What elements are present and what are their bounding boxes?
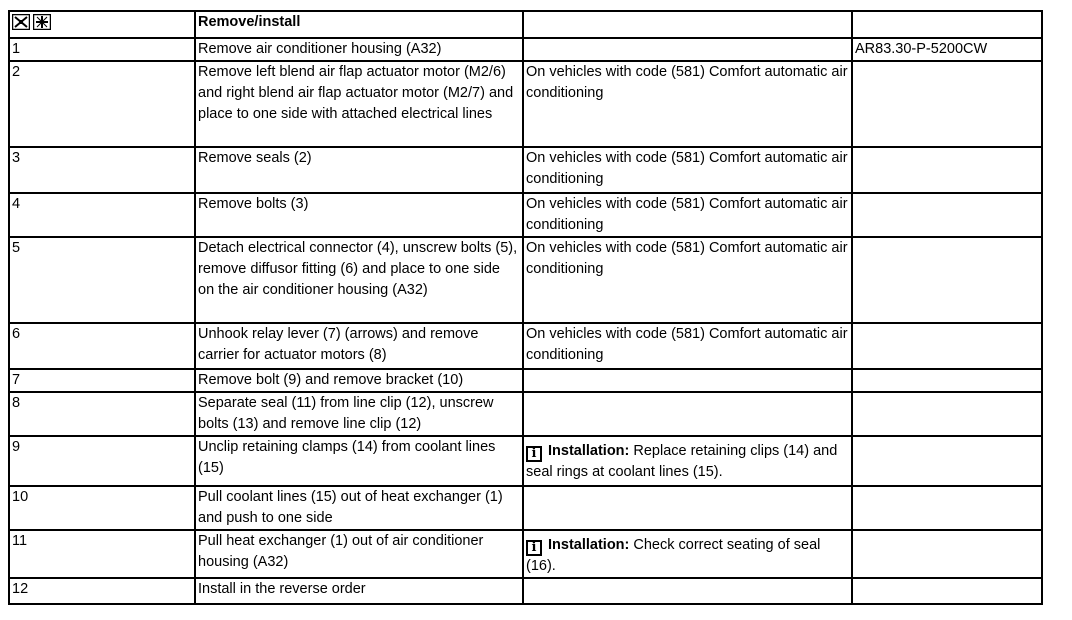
info-text: Replace retaining clips (14) and seal rings at coolant lines (15). bbox=[526, 443, 838, 480]
table-row bbox=[9, 578, 1042, 604]
document-reference-link[interactable]: AR83.30-P-5200CW bbox=[852, 38, 1042, 61]
document-reference-link bbox=[852, 436, 1042, 486]
header-note-cell bbox=[523, 11, 852, 38]
step-number: 10 bbox=[9, 486, 195, 530]
document-reference-link bbox=[852, 392, 1042, 436]
table-header-row bbox=[9, 11, 1042, 38]
installation-info-note bbox=[523, 436, 852, 486]
step-instruction: Install in the reverse order bbox=[195, 578, 523, 604]
step-condition-note bbox=[523, 578, 852, 604]
procedure-table bbox=[8, 10, 1043, 605]
table-row bbox=[9, 38, 1042, 61]
step-number: 8 bbox=[9, 392, 195, 436]
header-ref-cell bbox=[852, 11, 1042, 38]
step-condition-note bbox=[523, 38, 852, 61]
info-label: Installation: bbox=[548, 537, 630, 553]
step-instruction: Unclip retaining clamps (14) from coolant lines (15) bbox=[195, 436, 523, 486]
installation-info-note bbox=[523, 530, 852, 578]
table-row bbox=[9, 530, 1042, 578]
step-instruction: Remove bolt (9) and remove bracket (10) bbox=[195, 369, 523, 392]
table-row bbox=[9, 237, 1042, 323]
table-row bbox=[9, 323, 1042, 369]
step-number: 3 bbox=[9, 147, 195, 193]
header-icons-cell bbox=[9, 11, 195, 38]
step-condition-note: On vehicles with code (581) Comfort automatic air conditioning bbox=[523, 323, 852, 369]
info-label: Installation: bbox=[548, 443, 630, 459]
step-condition-note: On vehicles with code (581) Comfort automatic air conditioning bbox=[523, 61, 852, 147]
table-row bbox=[9, 436, 1042, 486]
table-row bbox=[9, 392, 1042, 436]
step-instruction: Remove left blend air flap actuator motor (M2/6) and right blend air flap actuator motor (M2/7) and place to one side with attached electrical lines bbox=[195, 61, 523, 147]
info-icon: i bbox=[526, 446, 542, 462]
step-number: 7 bbox=[9, 369, 195, 392]
step-instruction: Remove seals (2) bbox=[195, 147, 523, 193]
document-reference-link bbox=[852, 61, 1042, 147]
table-row bbox=[9, 61, 1042, 147]
info-icon: i bbox=[526, 540, 542, 556]
step-number: 12 bbox=[9, 578, 195, 604]
table-row bbox=[9, 147, 1042, 193]
document-reference-link bbox=[852, 578, 1042, 604]
step-condition-note bbox=[523, 369, 852, 392]
step-number: 11 bbox=[9, 530, 195, 578]
step-instruction: Remove bolts (3) bbox=[195, 193, 523, 237]
document-reference-link bbox=[852, 530, 1042, 578]
step-instruction: Pull coolant lines (15) out of heat exchanger (1) and push to one side bbox=[195, 486, 523, 530]
step-number: 2 bbox=[9, 61, 195, 147]
step-instruction: Separate seal (11) from line clip (12), unscrew bolts (13) and remove line clip (12) bbox=[195, 392, 523, 436]
step-number: 6 bbox=[9, 323, 195, 369]
step-instruction: Detach electrical connector (4), unscrew bolts (5), remove diffusor fitting (6) and place to one side on the air conditioner housing (A32) bbox=[195, 237, 523, 323]
wrench-remove-icon bbox=[12, 14, 30, 30]
step-number: 1 bbox=[9, 38, 195, 61]
step-condition-note: On vehicles with code (581) Comfort automatic air conditioning bbox=[523, 147, 852, 193]
wrench-install-icon bbox=[33, 14, 51, 30]
document-reference-link bbox=[852, 369, 1042, 392]
document-reference-link bbox=[852, 193, 1042, 237]
step-instruction: Unhook relay lever (7) (arrows) and remove carrier for actuator motors (8) bbox=[195, 323, 523, 369]
info-text: Check correct seating of seal (16). bbox=[526, 537, 821, 574]
step-condition-note: On vehicles with code (581) Comfort automatic air conditioning bbox=[523, 193, 852, 237]
step-condition-note: On vehicles with code (581) Comfort automatic air conditioning bbox=[523, 237, 852, 323]
document-reference-link bbox=[852, 237, 1042, 323]
step-condition-note bbox=[523, 486, 852, 530]
table-row bbox=[9, 193, 1042, 237]
document-reference-link bbox=[852, 147, 1042, 193]
table-body bbox=[9, 38, 1042, 604]
table-row bbox=[9, 486, 1042, 530]
step-number: 5 bbox=[9, 237, 195, 323]
step-condition-note bbox=[523, 392, 852, 436]
document-reference-link bbox=[852, 486, 1042, 530]
document-reference-link bbox=[852, 323, 1042, 369]
step-number: 4 bbox=[9, 193, 195, 237]
header-title: Remove/install bbox=[195, 11, 523, 38]
step-instruction: Pull heat exchanger (1) out of air conditioner housing (A32) bbox=[195, 530, 523, 578]
step-number: 9 bbox=[9, 436, 195, 486]
table-row bbox=[9, 369, 1042, 392]
step-instruction: Remove air conditioner housing (A32) bbox=[195, 38, 523, 61]
